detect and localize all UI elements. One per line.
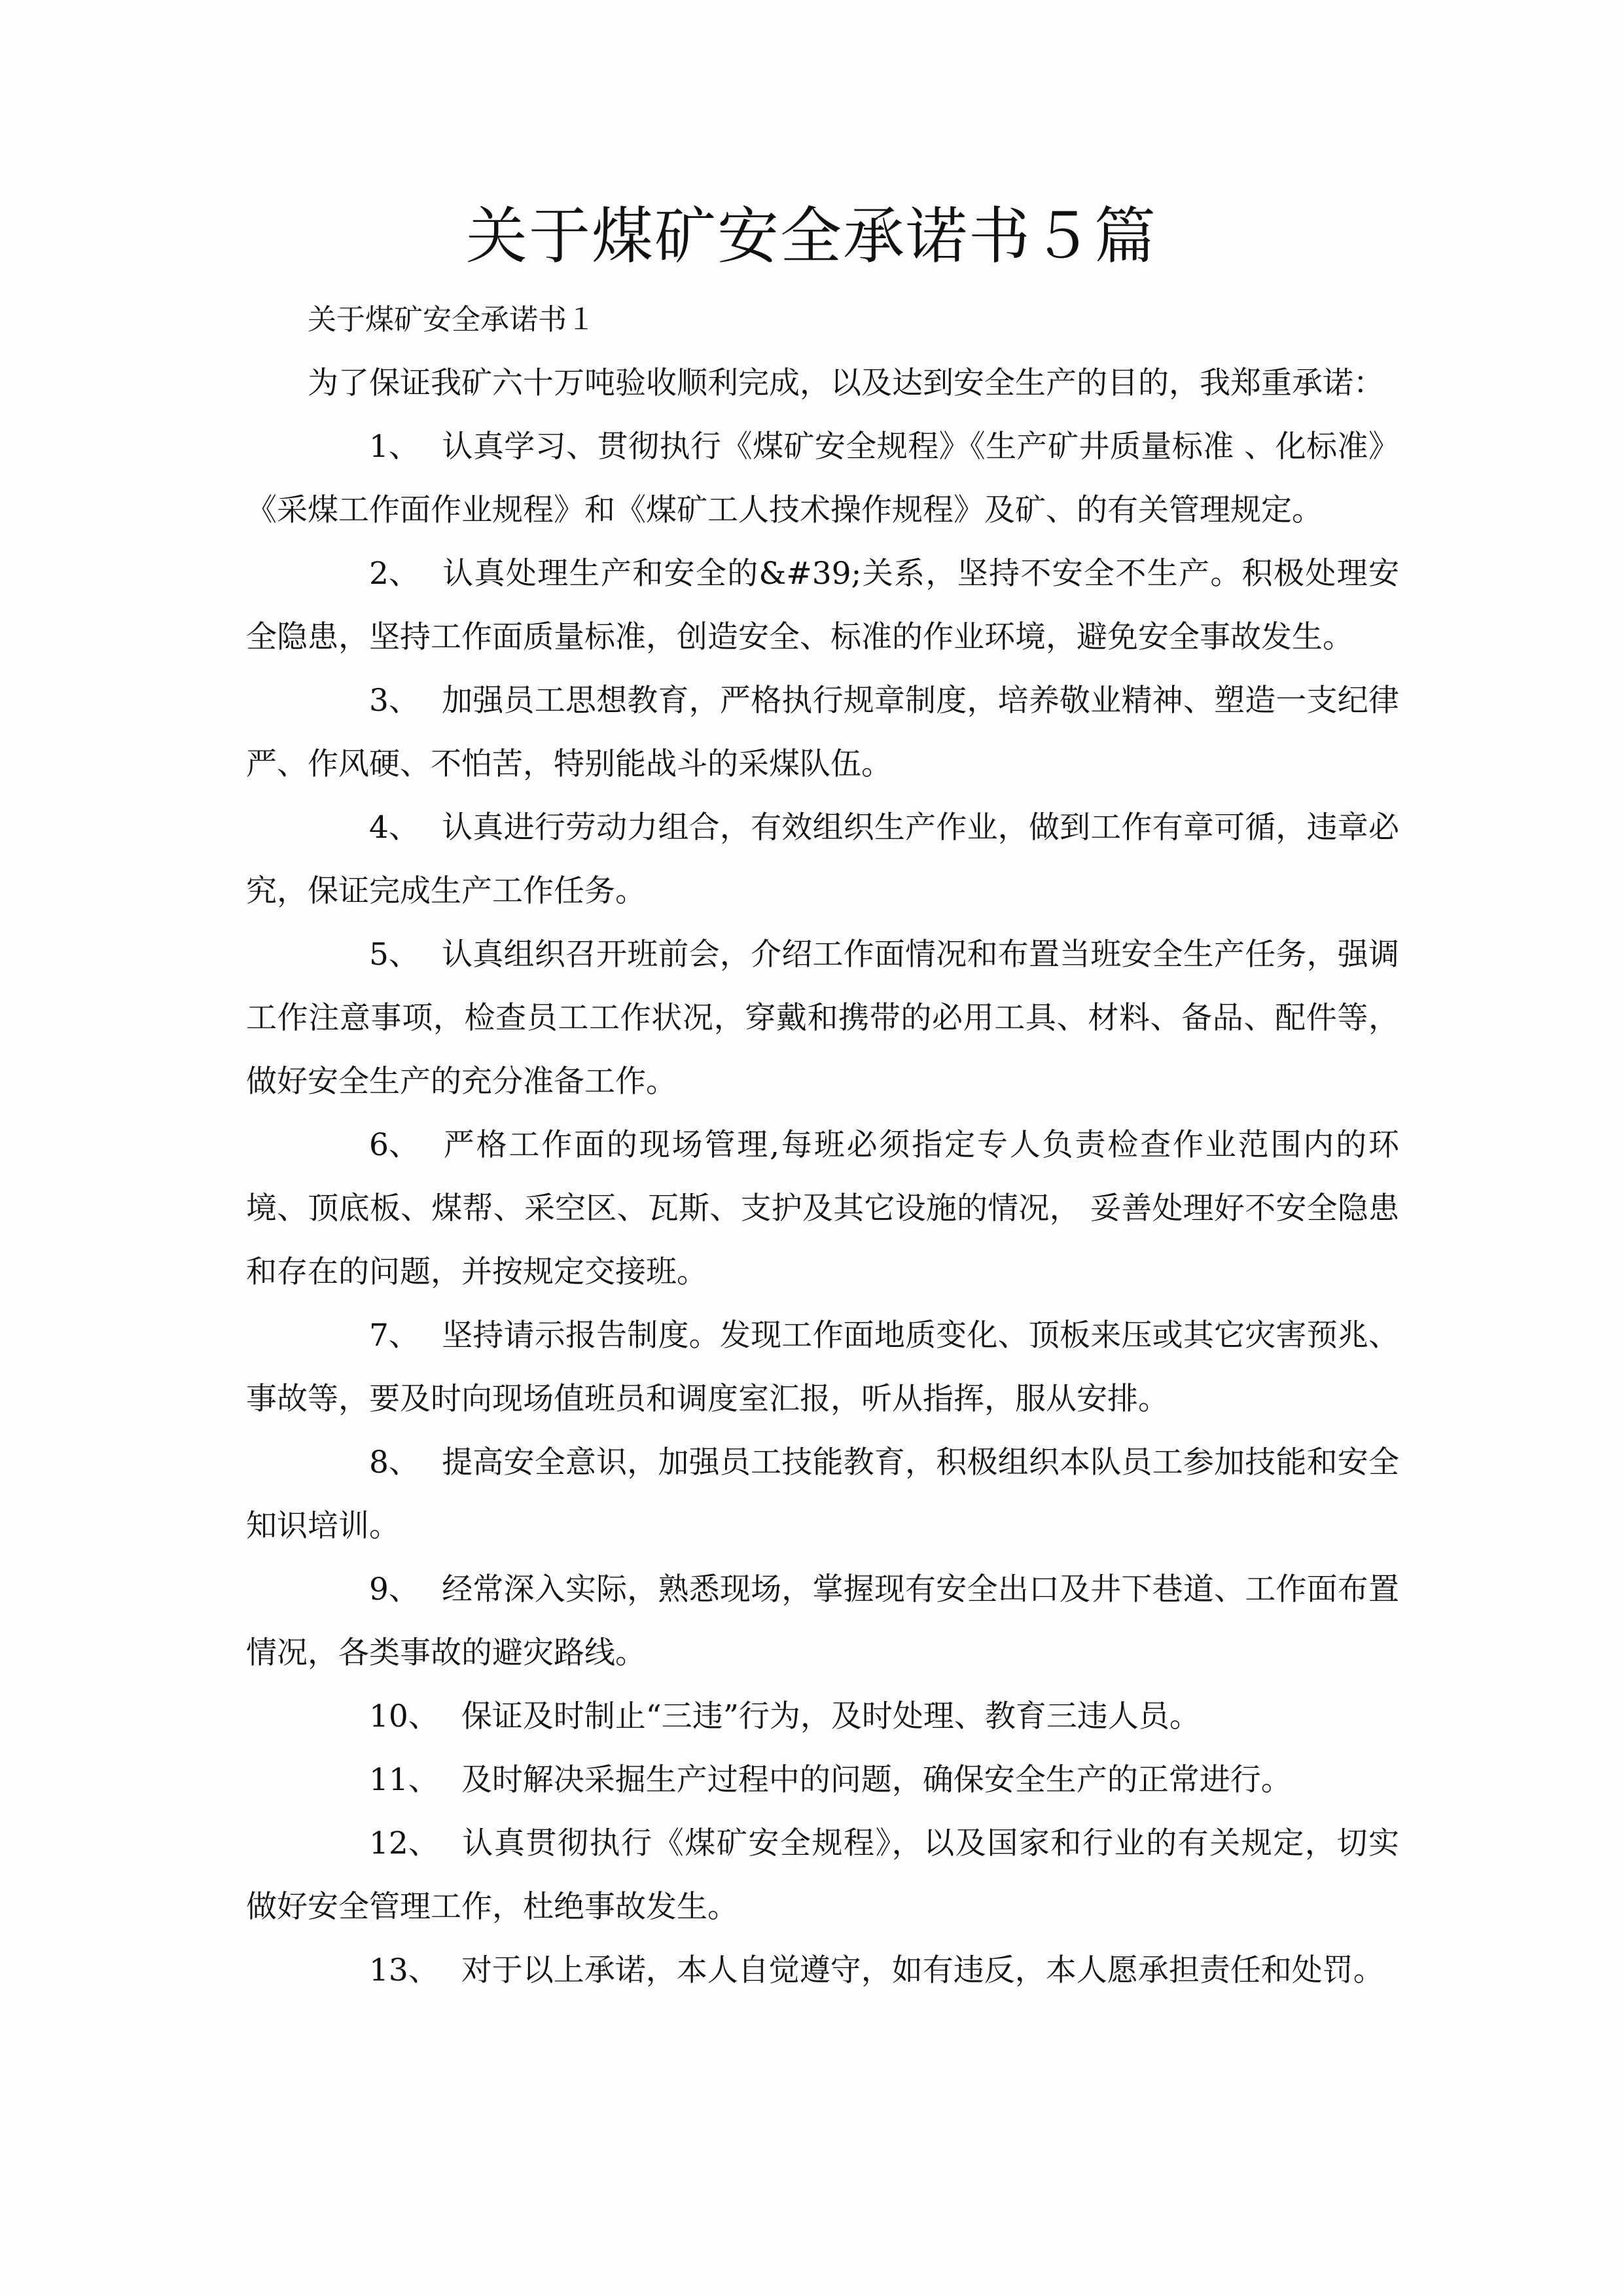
item-text: 对于以上承诺，本人自觉遵守，如有违反，本人愿承担责任和处罚。 (461, 1952, 1384, 1988)
item-number: 10、 (369, 1698, 439, 1734)
item-number: 9、 (369, 1571, 419, 1607)
document-body (246, 288, 1399, 2002)
item-text: 及时解决采掘生产过程中的问题，确保安全生产的正常进行。 (461, 1762, 1292, 1798)
item-number: 5、 (369, 937, 419, 973)
commitment-item-2 (246, 542, 1399, 669)
intro-paragraph: 为了保证我矿六十万吨验收顺利完成，以及达到安全生产的目的，我郑重承诺： (308, 365, 1384, 401)
commitment-item-6 (246, 1113, 1399, 1304)
item-number: 7、 (369, 1318, 419, 1354)
item-text: 认真进行劳动力组合，有效组织生产作业，做到工作有章可循，违章必究，保证完成生产工作任务。 (246, 810, 1399, 909)
section-heading: 关于煤矿安全承诺书１ (308, 303, 596, 336)
item-text: 保证及时制止“三违”行为，及时处理、教育三违人员。 (461, 1698, 1200, 1734)
item-number: 4、 (369, 810, 419, 846)
commitment-item-9 (246, 1558, 1399, 1685)
commitment-item-4 (246, 796, 1399, 923)
commitment-item-3 (246, 669, 1399, 796)
item-number: 13、 (369, 1952, 439, 1988)
item-text: 加强员工思想教育，严格执行规章制度，培养敬业精神、塑造一支纪律严、作风硬、不怕苦，特别能战斗的采煤队伍。 (246, 683, 1399, 782)
item-text: 认真组织召开班前会，介绍工作面情况和布置当班安全生产任务，强调工作注意事项，检查员工工作状况，穿戴和携带的必用工具、材料、备品、配件等，做好安全生产的充分准备工作。 (246, 937, 1399, 1100)
item-number: 12、 (369, 1825, 439, 1861)
item-text: 认真学习、贯彻执行《煤矿安全规程》《生产矿井质量标准 、化标准》《采煤工作面作业规程》和《煤矿工人技术操作规程》及矿、的有关管理规定。 (246, 429, 1399, 528)
item-number: 2、 (369, 556, 419, 592)
commitment-item-5 (246, 923, 1399, 1113)
commitment-item-13 (246, 1939, 1399, 2002)
item-number: 6、 (369, 1127, 419, 1163)
commitment-item-11 (246, 1748, 1399, 1812)
item-text: 提高安全意识，加强员工技能教育，积极组织本队员工参加技能和安全知识培训。 (246, 1444, 1399, 1544)
commitment-item-10 (246, 1685, 1399, 1748)
item-number: 11、 (369, 1762, 439, 1798)
item-number: 8、 (369, 1444, 419, 1480)
item-text: 经常深入实际，熟悉现场，掌握现有安全出口及井下巷道、工作面布置情况，各类事故的避灾路线。 (246, 1571, 1399, 1671)
item-text: 坚持请示报告制度。发现工作面地质变化、顶板来压或其它灾害预兆、事故等，要及时向现场值班员和调度室汇报，听从指挥，服从安排。 (246, 1318, 1399, 1417)
commitment-item-1 (246, 415, 1399, 542)
item-text: 认真贯彻执行《煤矿安全规程》，以及国家和行业的有关规定，切实做好安全管理工作，杜绝事故发生。 (246, 1825, 1399, 1925)
document-title: 关于煤矿安全承诺书５篇 (465, 201, 1157, 272)
commitment-item-8 (246, 1431, 1399, 1558)
item-text: 认真处理生产和安全的&#39;关系，坚持不安全不生产。积极处理安全隐患，坚持工作面质量标准，创造安全、标准的作业环境，避免安全事故发生。 (246, 556, 1399, 655)
item-text: 严格工作面的现场管理,每班必须指定专人负责检查作业范围内的环境、顶底板、煤帮、采空区、瓦斯、支护及其它设施的情况， 妥善处理好不安全隐患和存在的问题，并按规定交接班。 (246, 1127, 1399, 1290)
item-number: 3、 (369, 683, 419, 719)
commitment-item-7 (246, 1304, 1399, 1431)
commitment-item-12 (246, 1812, 1399, 1939)
item-number: 1、 (369, 429, 419, 465)
